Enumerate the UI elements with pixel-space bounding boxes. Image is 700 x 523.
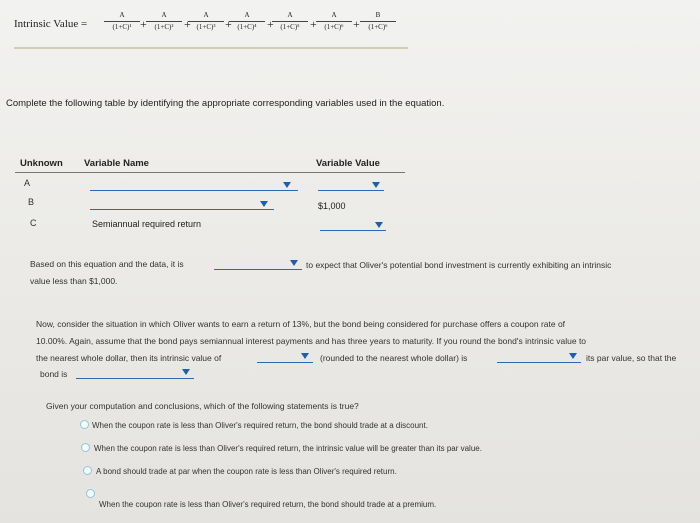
bond-trade-dropdown[interactable]: [76, 368, 194, 380]
equation-label: Intrinsic Value =: [14, 18, 88, 30]
scenario-line-2: 10.00%. Again, assume that the bond pays semiannual interest payments and has three years to maturity. If you round the bond's intrinsic value to: [36, 336, 587, 346]
expectation-dropdown[interactable]: [214, 259, 304, 271]
option-3-label[interactable]: A bond should trade at par when the coupon rate is less than Oliver's required return.: [96, 467, 397, 476]
option-1-label[interactable]: When the coupon rate is less than Oliver's required return, the bond should trade at a discount.: [92, 421, 428, 430]
statement-1-line2: value less than $1,000.: [30, 276, 118, 286]
scenario-line-3b: (rounded to the nearest whole dollar) is: [320, 353, 468, 363]
plus-sign: +: [184, 17, 191, 31]
variable-value-b: $1,000: [318, 201, 346, 211]
option-4-label[interactable]: When the coupon rate is less than Oliver's required return, the bond should trade at a premium.: [99, 500, 437, 509]
variable-name-a-dropdown[interactable]: [90, 180, 298, 192]
equation-term-6: $\frac{A}{\text{(1+C)⁶}}$: [316, 11, 352, 32]
equation-divider: [14, 47, 408, 49]
plus-sign: +: [267, 17, 274, 31]
row-label-b: B: [28, 197, 35, 207]
variable-name-b-dropdown[interactable]: [90, 199, 274, 211]
chevron-down-icon: [372, 182, 380, 188]
intrinsic-value-dropdown[interactable]: [257, 352, 313, 364]
table-header-rule: [15, 172, 405, 173]
instruction-text: Complete the following table by identifying the appropriate corresponding variables used in the equation.: [6, 98, 445, 109]
option-2-radio[interactable]: [81, 443, 90, 452]
par-comparison-dropdown[interactable]: [497, 352, 581, 364]
plus-sign: +: [140, 17, 147, 31]
row-label-c: C: [30, 218, 37, 228]
header-variable-value: Variable Value: [316, 158, 380, 169]
scenario-line-3a: the nearest whole dollar, then its intrinsic value of: [36, 353, 222, 363]
chevron-down-icon: [182, 369, 190, 375]
equation-term-5: $\frac{A}{\text{(1+C)⁵}}$: [272, 11, 308, 32]
equation-term-3: $\frac{A}{\text{(1+C)³}}$: [188, 11, 224, 32]
statement-1-text: Based on this equation and the data, it is: [30, 259, 184, 269]
statement-1-continued: to expect that Oliver's potential bond investment is currently exhibiting an intrinsic: [306, 260, 612, 270]
equation-term-1: $\frac{A}{\text{(1+C)¹}}$: [104, 11, 140, 32]
option-2-label[interactable]: When the coupon rate is less than Oliver's required return, the intrinsic value will be greater than its par value.: [94, 444, 482, 453]
question-text: Given your computation and conclusions, which of the following statements is true?: [46, 401, 359, 411]
chevron-down-icon: [290, 260, 298, 266]
equation-term-4: $\frac{A}{\text{(1+C)⁴}}$: [229, 11, 265, 32]
equation-term-2: $\frac{A}{\text{(1+C)²}}$: [146, 11, 182, 32]
row-label-a: A: [24, 178, 31, 188]
chevron-down-icon: [301, 353, 309, 359]
chevron-down-icon: [260, 201, 268, 207]
variable-name-c: Semiannual required return: [92, 219, 202, 229]
chevron-down-icon: [283, 182, 291, 188]
header-unknown: Unknown: [20, 158, 63, 169]
header-variable-name: Variable Name: [84, 158, 149, 169]
scenario-line-1: Now, consider the situation in which Oliver wants to earn a return of 13%, but the bond being considered for purchase offers a coupon rate of: [36, 319, 566, 329]
scenario-line-3c: its par value, so that the: [586, 353, 677, 363]
variable-value-c-dropdown[interactable]: [320, 220, 386, 232]
option-4-radio[interactable]: [86, 489, 95, 498]
plus-sign: +: [353, 17, 360, 31]
equation-term-7: $\frac{B}{\text{(1+C)⁶}}$: [360, 11, 396, 32]
variable-value-a-dropdown[interactable]: [318, 180, 384, 192]
scenario-line-4: bond is: [40, 369, 68, 379]
chevron-down-icon: [569, 353, 577, 359]
plus-sign: +: [225, 17, 232, 31]
option-1-radio[interactable]: [80, 420, 89, 429]
chevron-down-icon: [375, 222, 383, 228]
plus-sign: +: [310, 17, 317, 31]
option-3-radio[interactable]: [83, 466, 92, 475]
